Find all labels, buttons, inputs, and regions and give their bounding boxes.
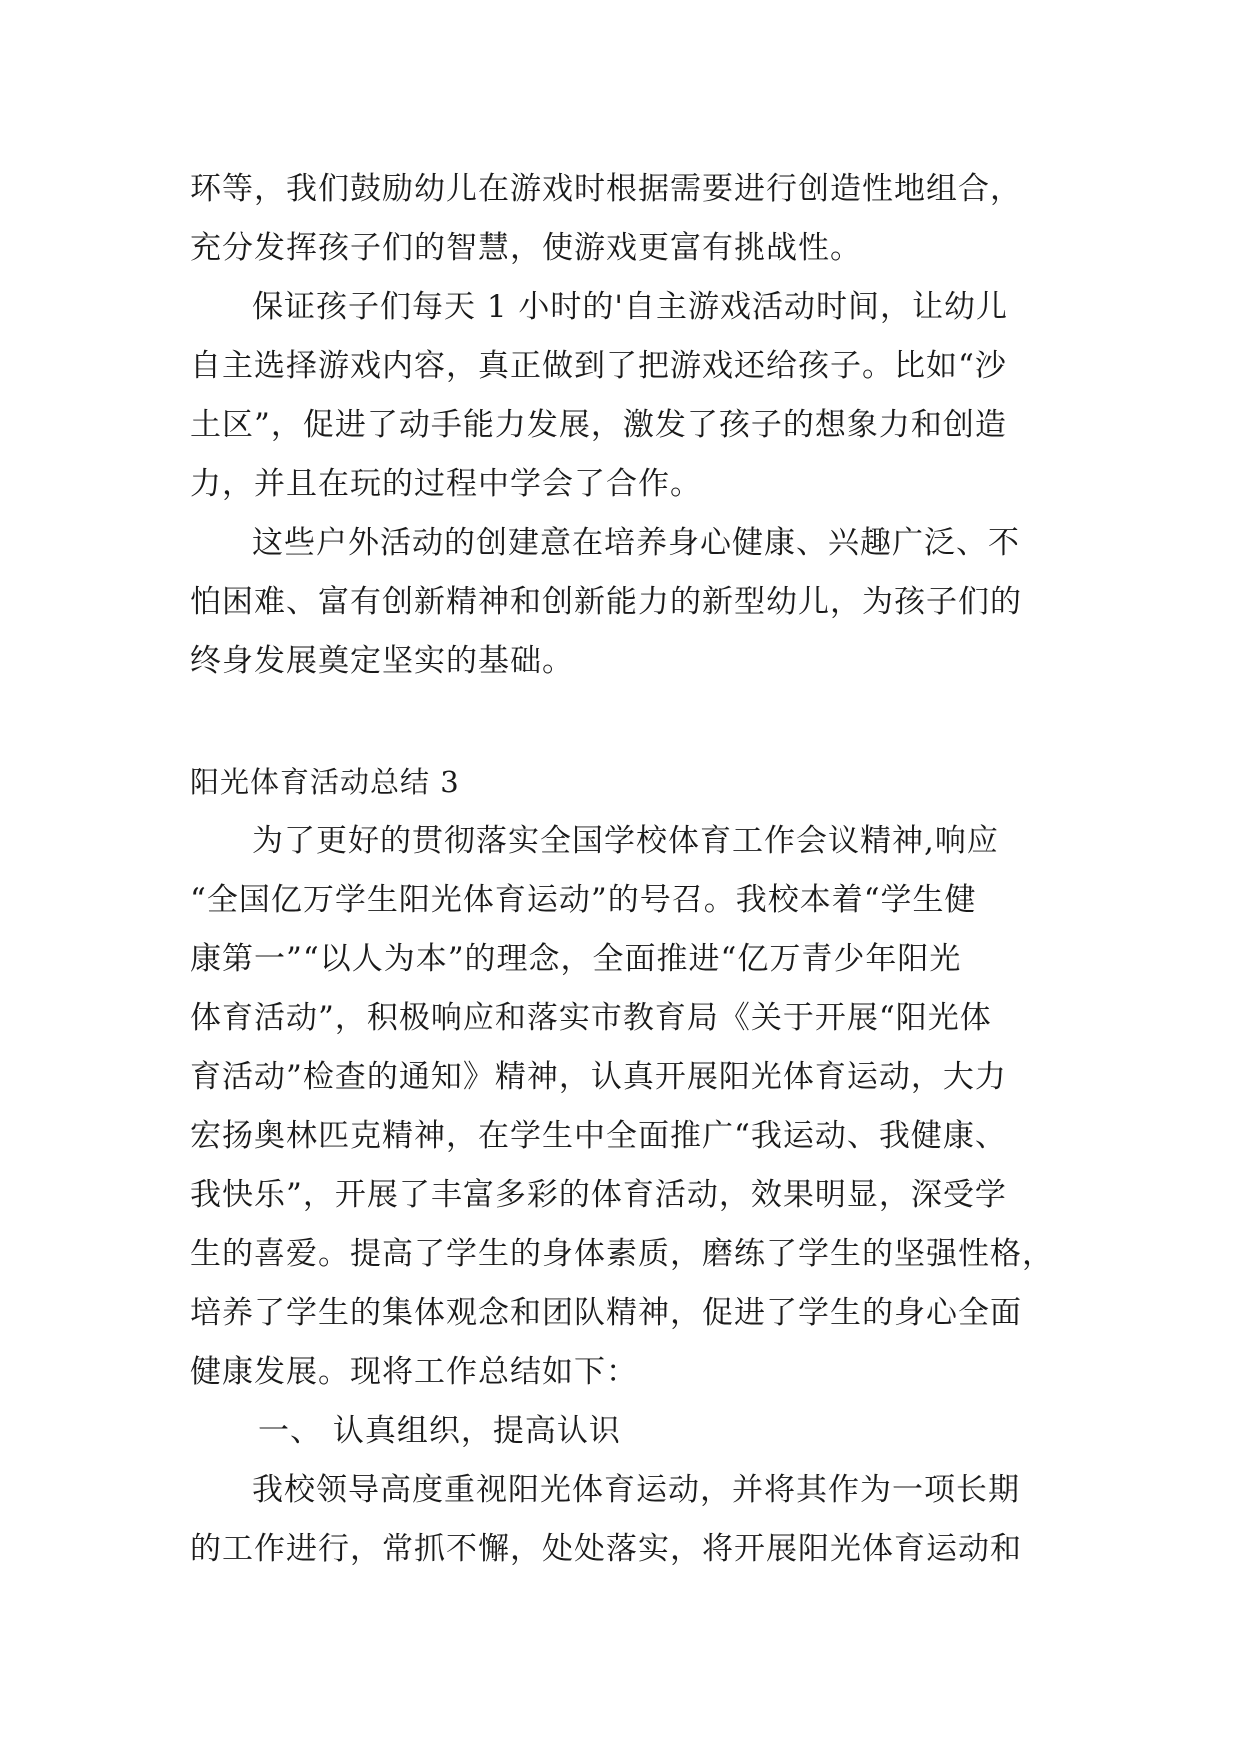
text-line: 力，并且在玩的过程中学会了合作。 (190, 466, 702, 502)
text-line: 充分发挥孩子们的智慧，使游戏更富有挑战性。 (190, 230, 862, 266)
text-line-first: 这些户外活动的创建意在培养身心健康、兴趣广泛、不 (252, 525, 1020, 561)
heading-title: 阳光体育活动总结 3 (190, 765, 460, 799)
text-line: 培养了学生的集体观念和团队精神，促进了学生的身心全面 (190, 1295, 1022, 1331)
text-line: 土区”，促进了动手能力发展，激发了孩子的想象力和创造 (190, 407, 1007, 443)
text-line: “全国亿万学生阳光体育运动”的号召。我校本着“学生健 (190, 882, 977, 918)
text-line: 育活动”检查的通知》精神，认真开展阳光体育运动，大力 (190, 1059, 1007, 1095)
text-line: 我快乐”，开展了丰富多彩的体育活动，效果明显，深受学 (190, 1177, 1007, 1213)
text-line-first: 为了更好的贯彻落实全国学校体育工作会议精神,响应 (252, 823, 999, 859)
text-line: 怕困难、富有创新精神和创新能力的新型幼儿，为孩子们的 (190, 584, 1022, 620)
text-line: 体育活动”，积极响应和落实市教育局《关于开展“阳光体 (190, 1000, 992, 1036)
text-line: 的工作进行，常抓不懈，处处落实，将开展阳光体育运动和 (190, 1531, 1022, 1567)
text-line: 健康发展。现将工作总结如下： (190, 1354, 638, 1390)
paragraph (190, 812, 1054, 1402)
text-line: 环等，我们鼓励幼儿在游戏时根据需要进行创造性地组合， (190, 171, 1022, 207)
text-line-first: 保证孩子们每天 1 小时的'自主游戏活动时间，让幼儿 (252, 289, 1008, 325)
section-item-text: 一、 认真组织，提高认识 (258, 1413, 621, 1449)
paragraph (190, 278, 1050, 514)
document-body (190, 160, 1054, 1579)
text-line: 康第一”“以人为本”的理念，全面推进“亿万青少年阳光 (190, 941, 962, 977)
section-heading (190, 753, 1050, 812)
paragraph-continuation (190, 160, 1050, 278)
paragraph (190, 514, 1050, 691)
paragraph-gap (190, 691, 1050, 753)
paragraph (190, 1461, 1050, 1579)
text-line: 自主选择游戏内容，真正做到了把游戏还给孩子。比如“沙 (190, 348, 1007, 384)
text-line-first: 我校领导高度重视阳光体育运动，并将其作为一项长期 (252, 1472, 1020, 1508)
numbered-section-title (190, 1402, 1050, 1461)
text-line: 生的喜爱。提高了学生的身体素质，磨练了学生的坚强性格， (190, 1236, 1054, 1272)
text-line: 宏扬奥林匹克精神，在学生中全面推广“我运动、我健康、 (190, 1118, 1007, 1154)
text-line: 终身发展奠定坚实的基础。 (190, 643, 574, 679)
